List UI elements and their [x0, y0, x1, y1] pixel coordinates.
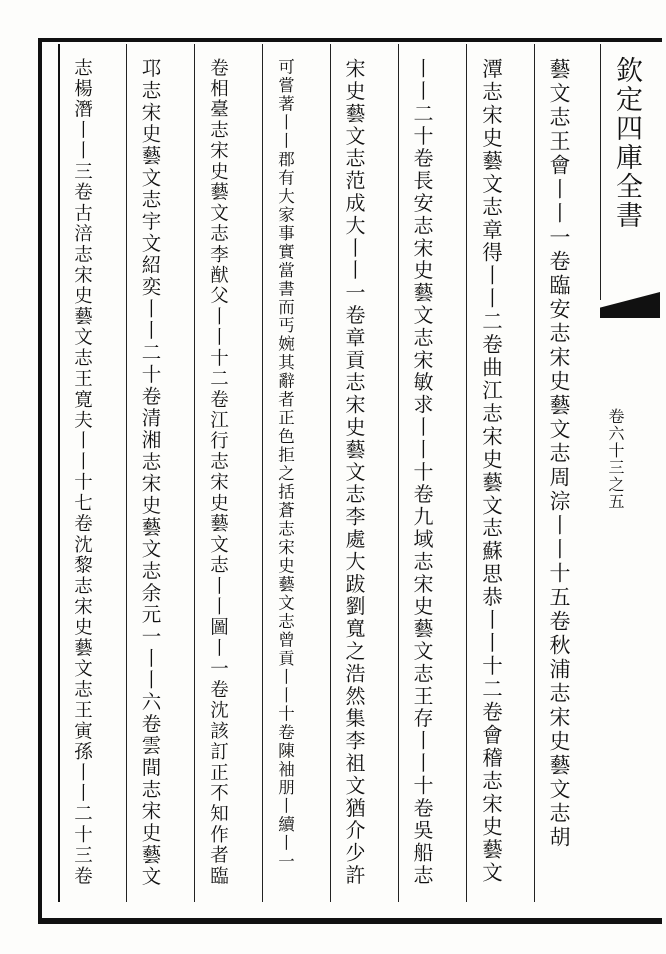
text-column: 潭志宋史藝文志章得丨丨二卷曲江志宋史藝文志蘇思恭丨丨十二卷會稽志宋史藝文: [478, 58, 503, 885]
column-rule: [194, 44, 195, 902]
column-rule: [262, 44, 263, 902]
column-rule: [466, 44, 467, 902]
text-column: 可嘗著丨丨郡有大家事實當書而丐婉其辭者正色拒之括蒼志宋史藝文志曾貢丨丨十卷陳袖朋丨續丨一: [275, 58, 295, 872]
column-rule: [126, 44, 127, 902]
text-column: 志楊潛丨丨三卷古涪志宋史藝文志王寛夫丨丨十七卷沈黎志宋史藝文志王寅孫丨丨二十三卷: [71, 58, 93, 887]
text-column: 丨丨二十卷長安志宋史藝文志宋敏求丨丨十卷九域志宋史藝文志王存丨丨十卷吳船志: [410, 58, 434, 887]
book-title: 欽定四庫全書: [611, 56, 642, 230]
column-rule: [330, 44, 331, 902]
volume-label: 卷六十三之五: [606, 408, 625, 510]
page-header: [600, 44, 641, 300]
text-column: 宋史藝文志范成大丨丨一卷章貢志宋史藝文志李處大跋劉寬之浩然集李祖文猶介少許: [342, 58, 366, 887]
text-column: 卷相臺志宋史藝文志李猷父丨丨十二卷江行志宋史藝文志丨丨圖丨一卷沈該訂正不知作者臨: [207, 58, 229, 887]
inner-margin-rule: [58, 44, 60, 902]
column-rule: [534, 44, 535, 902]
text-column: 邛志宋史藝文志宇文紹奕丨丨二十卷清湘志宋史藝文志余元一丨丨六卷雲間志宋史藝文: [138, 58, 162, 888]
column-rule: [398, 44, 399, 902]
text-column: 藝文志王會丨丨一卷臨安志宋史藝文志周淙丨丨十五卷秋浦志宋史藝文志胡: [547, 58, 571, 850]
